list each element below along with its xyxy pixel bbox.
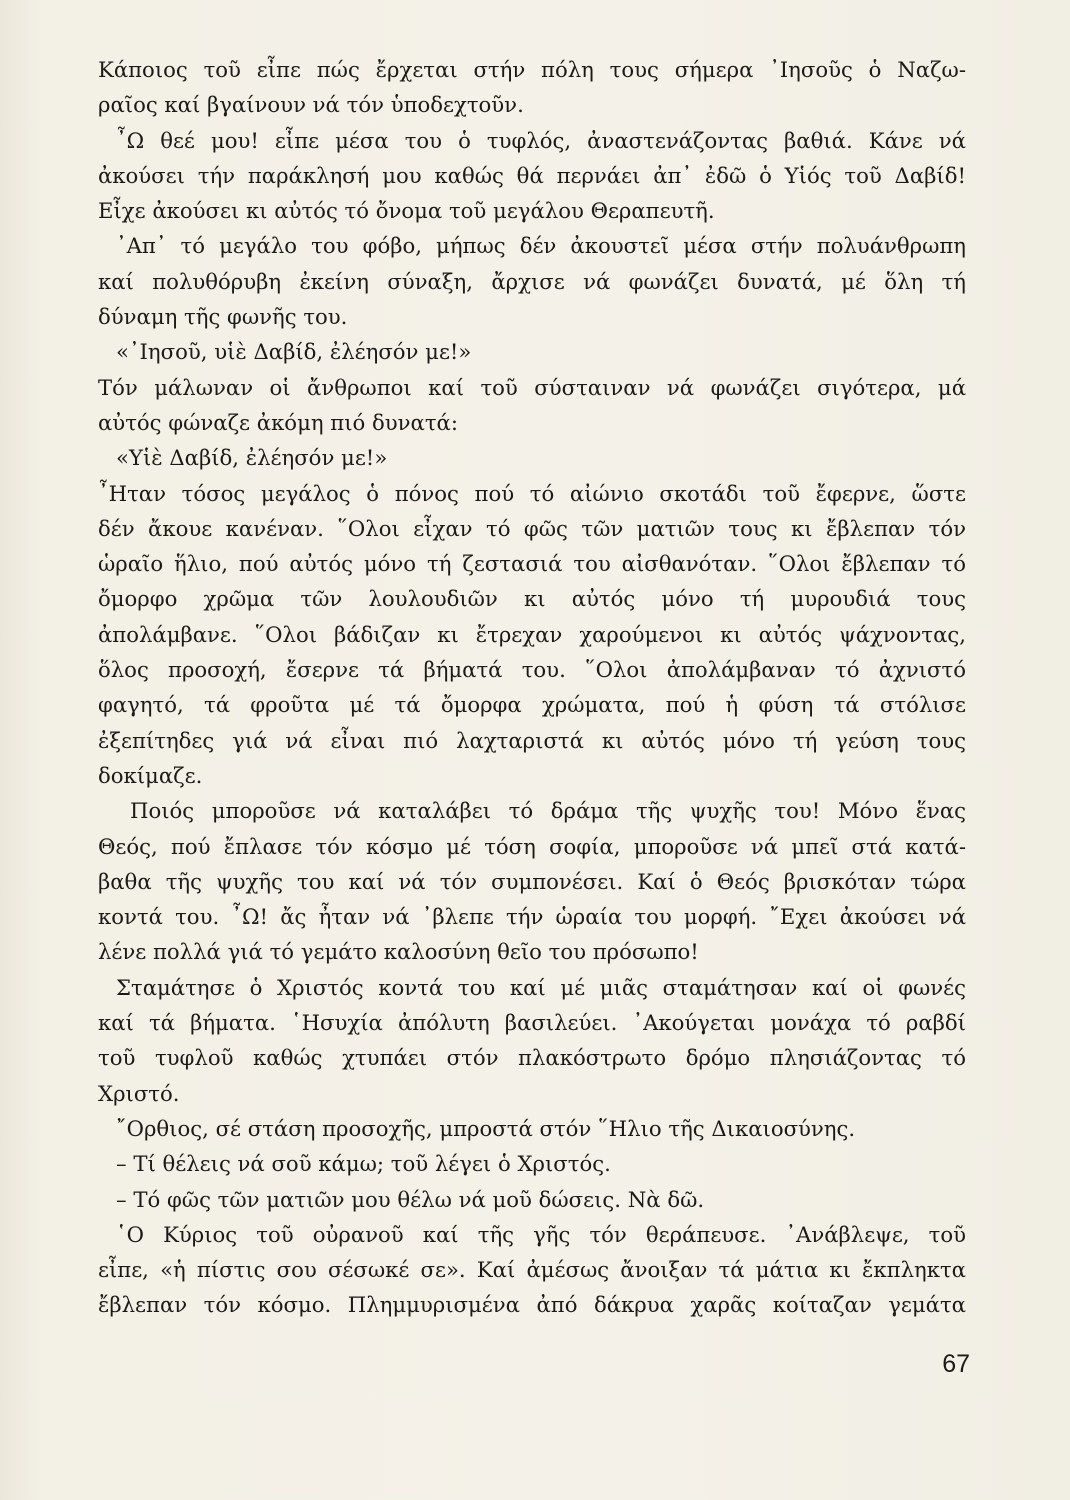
text-line: ἐξεπίτηδες γιά νά εἶναι πιό λαχταριστά κι αὐτός μόνο τή γεύση τους bbox=[98, 727, 966, 753]
text-line: δοκίμαζε. bbox=[98, 762, 203, 788]
text-line: ἀπολάμβανε. ῞Ολοι βάδιζαν κι ἔτρεχαν χαρούμενοι κι αὐτός ψάχνοντας, bbox=[98, 621, 966, 647]
text-line: Τόν μάλωναν οἱ ἄνθρωποι καί τοῦ σύσταιναν νά φωνάζει σιγότερα, μά bbox=[98, 374, 966, 400]
text-line: δύναμη τῆς φωνῆς του. bbox=[98, 304, 348, 330]
text-line: καί πολυθόρυβη ἐκείνη σύναξη, ἄρχισε νά φωνάζει δυνατά, μέ ὅλη τή bbox=[98, 268, 966, 294]
text-line: εἶπε, «ἡ πίστις σου σέσωκέ σε». Καί ἀμέσως ἄνοιξαν τά μάτια κι ἔκπληκτα bbox=[98, 1257, 966, 1283]
text-line: ἀκούσει τήν παράκλησή μου καθώς θά περνάει ἀπ᾿ ἐδῶ ὁ Υἱός τοῦ Δαβίδ! bbox=[98, 162, 966, 188]
text-line: τοῦ τυφλοῦ καθώς χτυπάει στόν πλακόστρωτο δρόμο πλησιάζοντας τό bbox=[98, 1045, 966, 1071]
text-line: Σταμάτησε ὁ Χριστός κοντά του καί μέ μιᾶς σταμάτησαν καί οἱ φωνές bbox=[116, 974, 966, 1000]
text-line: Θεός, πού ἔπλασε τόν κόσμο μέ τόση σοφία, μποροῦσε νά μπεῖ στά κατά- bbox=[98, 833, 966, 859]
text-line: ᾿Απ᾿ τό μεγάλο του φόβο, μήπως δέν ἀκουστεῖ μέσα στήν πολυάνθρωπη bbox=[116, 233, 966, 259]
text-line: Εἶχε ἀκούσει κι αὐτός τό ὄνομα τοῦ μεγάλου Θεραπευτῆ. bbox=[98, 198, 715, 224]
text-line: φαγητό, τά φροῦτα μέ τά ὄμορφα χρώματα, πού ἡ φύση τά στόλισε bbox=[98, 692, 966, 718]
text-line: Κάποιος τοῦ εἶπε πώς ἔρχεται στήν πόλη τους σήμερα ᾿Ιησοῦς ὁ Ναζω- bbox=[98, 57, 966, 82]
text-line: ραῖος καί βγαίνουν νά τόν ὑποδεχτοῦν. bbox=[98, 92, 524, 118]
text-line: κοντά του. ῏Ω! ἄς ἦταν νά ᾿βλεπε τήν ὡραία του μορφή. ῎Εχει ἀκούσει νά bbox=[98, 904, 966, 930]
text-line: ὄμορφο χρῶμα τῶν λουλουδιῶν κι αὐτός μόνο τή μυρουδιά τους bbox=[98, 586, 966, 612]
text-line: ῎Ορθιος, σέ στάση προσοχῆς, μπροστά στόν ῞Ηλιο τῆς Δικαιοσύνης. bbox=[116, 1115, 856, 1141]
text-line: ῏Ηταν τόσος μεγάλος ὁ πόνος πού τό αἰώνιο σκοτάδι τοῦ ἔφερνε, ὥστε bbox=[98, 480, 966, 506]
text-line: – Τί θέλεις νά σοῦ κάμω; τοῦ λέγει ὁ Χριστός. bbox=[116, 1151, 611, 1177]
text-line: Ποιός μποροῦσε νά καταλάβει τό δράμα τῆς ψυχῆς του! Μόνο ἕνας bbox=[130, 798, 966, 824]
text-line: λένε πολλά γιά τό γεμάτο καλοσύνη θεῖο του πρόσωπο! bbox=[98, 939, 699, 965]
text-line: ὅλος προσοχή, ἔσερνε τά βήματά του. ῞Ολοι ἀπολάμβαναν τό ἀχνιστό bbox=[98, 657, 966, 683]
text-line: δέν ἄκουε κανέναν. ῞Ολοι εἶχαν τό φῶς τῶν ματιῶν τους κι ἔβλεπαν τόν bbox=[98, 515, 966, 541]
text-line: βαθα τῆς ψυχῆς του καί νά τόν συμπονέσει. Καί ὁ Θεός βρισκόταν τώρα bbox=[98, 868, 966, 894]
text-line: – Τό φῶς τῶν ματιῶν μου θέλω νά μοῦ δώσεις. Νὰ δῶ. bbox=[116, 1186, 705, 1212]
page-text bbox=[98, 52, 966, 1323]
text-line: «᾿Ιησοῦ, υἱὲ Δαβίδ, ἐλέησόν με!» bbox=[116, 339, 472, 365]
text-line: αὐτός φώναζε ἀκόμη πιό δυνατά: bbox=[98, 409, 458, 435]
text-line: Χριστό. bbox=[98, 1080, 180, 1106]
text-line: ὡραῖο ἥλιο, πού αὐτός μόνο τή ζεστασιά του αἰσθανόταν. ῞Ολοι ἔβλεπαν τό bbox=[98, 551, 966, 577]
text-line: «Υἱὲ Δαβίδ, ἐλέησόν με!» bbox=[116, 445, 388, 471]
text-line: ἔβλεπαν τόν κόσμο. Πλημμυρισμένα ἀπό δάκρυα χαρᾶς κοίταζαν γεμάτα bbox=[98, 1292, 966, 1318]
text-line: καί τά βήματα. ῾Ησυχία ἀπόλυτη βασιλεύει. ᾿Ακούγεται μονάχα τό ραβδί bbox=[98, 1010, 966, 1036]
page-number: 67 bbox=[942, 1350, 970, 1378]
text-line: ῏Ω θεέ μου! εἶπε μέσα του ὁ τυφλός, ἀναστενάζοντας βαθιά. Κάνε νά bbox=[116, 127, 966, 153]
text-line: ῾Ο Κύριος τοῦ οὐρανοῦ καί τῆς γῆς τόν θεράπευσε. ᾿Ανάβλεψε, τοῦ bbox=[116, 1221, 966, 1247]
